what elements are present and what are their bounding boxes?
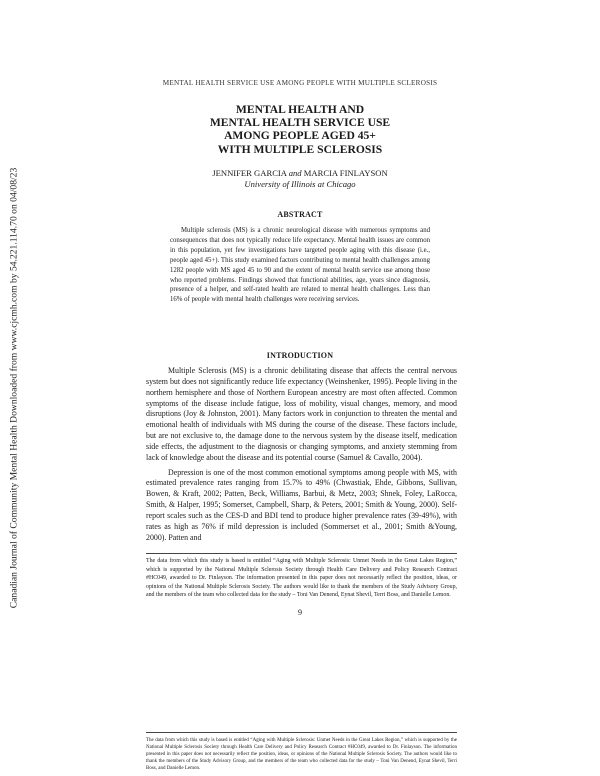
page-number: 9 bbox=[298, 608, 302, 617]
author-affiliation: University of Illinois at Chicago bbox=[244, 178, 356, 189]
article-title bbox=[150, 103, 450, 156]
title-line-1: MENTAL HEALTH AND bbox=[235, 103, 365, 116]
bottom-note-text: The data from which this study is based is entitled “Aging with Multiple Sclerosis: Unmet Needs in the Great Lakes Region,” which is supported by the National Multiple Sclerosis Society through Health Care Delivery and Policy Research Contract #HC049, awarded to Dr. Finlayson. The information presented in this paper does not necessarily reflect the position, ideas, or opinions of the National Multiple Sclerosis Society. The authors would like to thank the members of the Study Advisory Group, and the members of the team who collected data for the study – Toni Van Denend, Eynat Shevil, Terri Boss, and Danielle Lemon. bbox=[146, 738, 457, 771]
author-block bbox=[150, 168, 450, 189]
abstract-heading: ABSTRACT bbox=[277, 210, 323, 219]
bottom-note-rule bbox=[146, 732, 457, 733]
introduction-body bbox=[146, 366, 457, 544]
author-names bbox=[150, 168, 450, 179]
author-2: MARCIA FINLAYSON bbox=[303, 168, 388, 178]
abstract-body bbox=[170, 226, 430, 305]
introduction-heading: INTRODUCTION bbox=[266, 351, 334, 360]
download-notice-margin bbox=[0, 0, 26, 776]
title-line-4: WITH MULTIPLE SCLEROSIS bbox=[217, 142, 383, 156]
introduction-paragraph-2: Depression is one of the most common emotional symptoms among people with MS, with estimated prevalence rates ranging from 15.7% to 49% (Chwastiak, Ehde, Gibbons, Sullivan, Bowen, & Kraft, 2002; Patten, Beck, Williams, Barbui, & Metz, 2003; Shnek, Foley, LaRocca, Smith, & Halper, 1995; Somerset, Campbell, Sharp, & Peters, 2001; Smith & Young, 2000). Self-report scales such as the CES-D and BDI tend to produce higher prevalence rates (39-49%), with rates as high as 76% if mild depression is included (Sommerset et al., 2001; Smith &Young, 2000). Patten and bbox=[146, 467, 457, 542]
author-conjunction: and bbox=[288, 168, 302, 178]
footnote-text: The data from which this study is based is entitled “Aging with Multiple Sclerosis: Unmet Needs in the Great Lakes Region,” which is supported by the National Multiple Sclerosis Society through Health Care Delivery and Policy Research Contract #HC049, awarded to Dr. Finlayson. The information presented in this paper does not necessarily reflect the position, ideas, or opinions of the National Multiple Sclerosis Society. The authors would like to thank the members of the Study Advisory Group, and the members of the team who collected data for the study – Toni Van Denend, Eynat Shevil, Terri Boss, and Danielle Lemon. bbox=[146, 558, 457, 598]
running-head: MENTAL HEALTH SERVICE USE AMONG PEOPLE WITH MULTIPLE SCLEROSIS bbox=[162, 79, 438, 87]
footnote bbox=[146, 557, 457, 600]
title-line-2: MENTAL HEALTH SERVICE USE bbox=[209, 116, 391, 130]
author-1: JENNIFER GARCIA bbox=[212, 168, 287, 178]
introduction-paragraph-1: Multiple Sclerosis (MS) is a chronic debilitating disease that affects the central nervous system but does not significantly reduce life expectancy (Weinshenker, 1995). People living in the northern hemisphere and those of Northern European ancestry are most often affected. Common symptoms of the disease include fatigue, loss of mobility, visual changes, memory, and mood disruptions (Joy & Johnston, 2001). Many factors work in conjunction to threaten the mental and emotional health of individuals with MS during the course of the disease. These factors include, but are not exclusive to, the damage done to the nervous system by the disease itself, medication side effects, the adjustment to the diagnosis or changing symptoms, and anxiety stemming from lack of knowledge about the disease and its potential course (Samuel & Cavallo, 2004). bbox=[146, 366, 457, 462]
title-line-3: AMONG PEOPLE AGED 45+ bbox=[224, 129, 376, 143]
footnote-rule bbox=[146, 553, 457, 554]
download-notice-text: Canadian Journal of Community Mental Health Downloaded from www.cjcmh.com by 54.221.114.70 on 04/08/23 bbox=[8, 167, 20, 609]
bottom-note bbox=[146, 737, 457, 772]
abstract-text: Multiple sclerosis (MS) is a chronic neurological disease with numerous symptoms and consequences that does not typically reduce life expectancy. Mental health issues are common in this population, yet few investigations have targeted people aging with this disease (i.e., people aged 45+). This study examined factors contributing to mental health challenges among 1282 people with MS aged 45 to 90 and the extent of mental health service use among those who reported problems. Findings showed that functional abilities, age, years since diagnosis, presence of a helper, and self-rated health are related to mental health challenges. Less than 16% of people with mental health challenges were receiving services. bbox=[170, 227, 430, 304]
